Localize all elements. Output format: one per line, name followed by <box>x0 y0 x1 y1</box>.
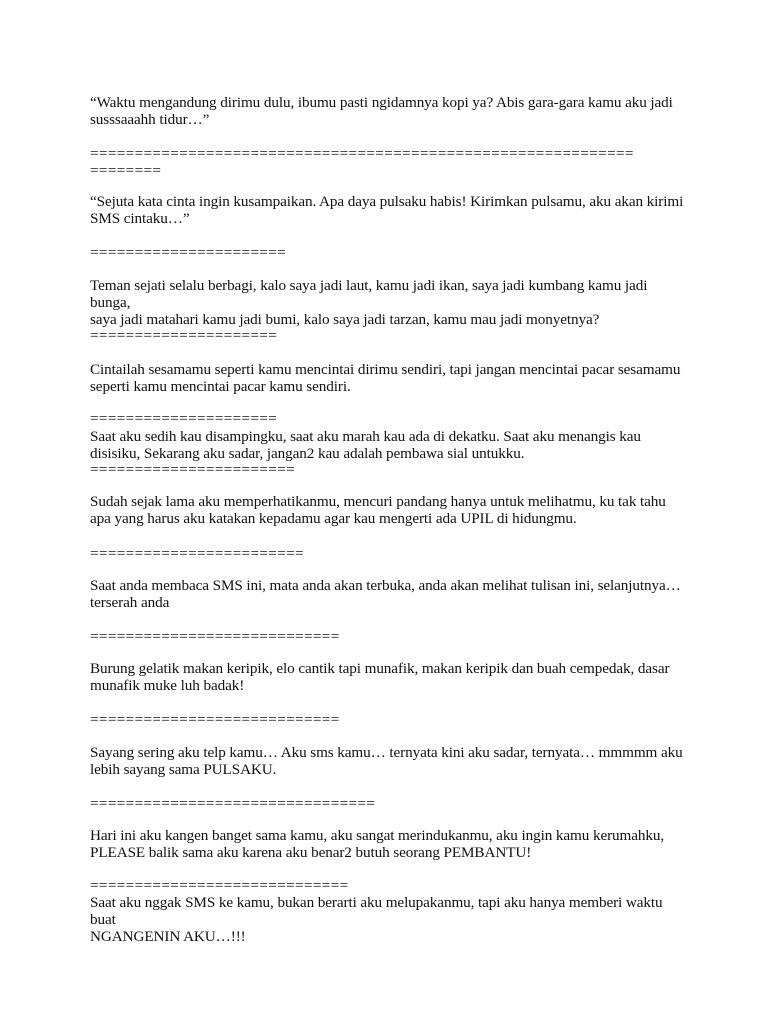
separator-line: ============================= <box>90 877 349 894</box>
separator-line: ===================== <box>90 327 278 344</box>
paragraph: Saat aku nggak SMS ke kamu, bukan berarti aku melupakanmu, tapi aku hanya memberi waktu buat NGANGENIN AKU…!!! <box>90 894 663 945</box>
separator-line: ============================ <box>90 628 340 645</box>
paragraph: Burung gelatik makan keripik, elo cantik tapi munafik, makan keripik dan buah cempedak, dasar munafik muke luh badak! <box>90 660 670 694</box>
paragraph: “Waktu mengandung dirimu dulu, ibumu pasti ngidamnya kopi ya? Abis gara-gara kamu aku jadi susssaaahh tidur…” <box>90 94 673 128</box>
separator-line: ============================================================= ======== <box>90 145 634 179</box>
paragraph: Sayang sering aku telp kamu… Aku sms kamu… ternyata kini aku sadar, ternyata… mmmmm aku lebih sayang sama PULSAKU. <box>90 744 683 778</box>
paragraph: Saat anda membaca SMS ini, mata anda akan terbuka, anda akan melihat tulisan ini, selanjutnya… terserah anda <box>90 577 681 611</box>
separator-line: ================================ <box>90 795 376 812</box>
separator-line: ===================== <box>90 410 278 427</box>
paragraph: Sudah sejak lama aku memperhatikanmu, mencuri pandang hanya untuk melihatmu, ku tak tahu apa yang harus aku katakan kepadamu agar kau mengerti ada UPIL di hidungmu. <box>90 493 666 527</box>
separator-line: ============================ <box>90 711 340 728</box>
paragraph: Teman sejati selalu berbagi, kalo saya jadi laut, kamu jadi ikan, saya jadi kumbang kamu jadi bunga, saya jadi matahari kamu jadi bumi, kalo saya jadi tarzan, kamu mau jadi monyetnya? <box>90 277 648 328</box>
separator-line: ======================== <box>90 545 304 562</box>
separator-line: ====================== <box>90 244 287 261</box>
separator-line: ======================= <box>90 461 296 478</box>
paragraph: “Sejuta kata cinta ingin kusampaikan. Apa daya pulsaku habis! Kirimkan pulsamu, aku akan kirimi SMS cintaku…” <box>90 193 684 227</box>
paragraph: Cintailah sesamamu seperti kamu mencintai dirimu sendiri, tapi jangan mencintai pacar sesamamu seperti kamu mencintai pacar kamu sendiri. <box>90 361 681 395</box>
paragraph: Saat aku sedih kau disampingku, saat aku marah kau ada di dekatku. Saat aku menangis kau disisiku, Sekarang aku sadar, jangan2 kau adalah pembawa sial untukku. <box>90 428 641 462</box>
paragraph: Hari ini aku kangen banget sama kamu, aku sangat merindukanmu, aku ingin kamu kerumahku, PLEASE balik sama aku karena aku benar2 butuh seorang PEMBANTU! <box>90 827 665 861</box>
